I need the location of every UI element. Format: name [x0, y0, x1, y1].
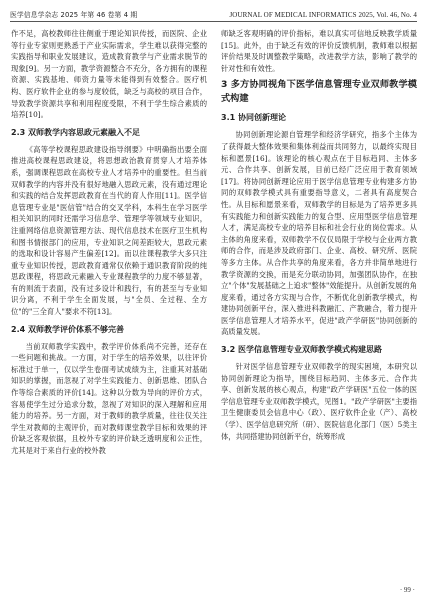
- left-column: [11, 28, 207, 581]
- journal-issue-en: JOURNAL OF MEDICAL INFORMATICS 2025, Vol. 46, No. 4: [229, 11, 417, 19]
- paragraph: 《高等学校课程思政建设指导纲要》中明确指出要全面推进高校课程思政建设，将思想政治教育贯穿人才培养体系，强调课程思政在高校专业人才培养中的重要性。但当前双师教学的内容并没有很好地融入思政元素，没有通过理论和实践的结合发挥思政教育在当代的育人作用[11]。医学信息管理专业是"医信管"结合的交叉学科，本科生在学习医学相关知识的同时还需学习信息学、管理学等领域专业知识，注重网络信息资源管理方法、现代信息技术在医疗卫生机构和图书情报部门的应用，专业知识之间差距较大，思政元素的选取和设计容易产生偏差[12]。而以往课程教学大多只注重专业知识传授，思政教育通常仅依赖于通识教育阶段的纯思政课程，将思政元素融入专业课程教学的力度不够显著，有的则流于表面，没有过多设计和践行，有的甚至与专业知识分离，不利于学生全面发展，与"全员、全过程、全方位"的"三全育人"要求不符[13]。: [11, 144, 207, 317]
- right-column: [221, 28, 417, 581]
- paragraph: 协同创新理论源自管理学和经济学研究，指多个主体为了获得最大整体效果和集体利益而共同努力，以最终实现目标和愿景[16]。该理论的核心观点在于目标趋同、主体多元、合作共享、创新发展，目前已经广泛应用于教育领域[17]。将协同创新理论应用于医学信息管理专业构建多方协同的双师教学模式具有重要指导意义，二者具有高度契合性。从目标和愿景来看，双师教学的目标是为了培养更多具有实践能力和创新实践能力的复合型、应用型医学信息管理人才，满足高校专业的培养目标和社会行业的岗位需求。从主体的角度来看，双师教学不仅仅局限于学校与企业两方教师的合作，而是涉及政府部门、企业、高校、研究所、医院等多方主体。从合作共享的角度来看，各方并非简单地进行教学资源的交换，而是充分联动协同，加强团队协作，在独立"个体"发展基础之上追求"整体"效能提升。从创新发展的角度来看，通过各方实现与合作，不断优化创新教学模式，构建协同创新平台，深入推进科教融汇、产教融合，着力提升医学信息管理人才培养水平，促进"政产学研医"协同创新的高质量发展。: [221, 130, 417, 337]
- section-heading-3: 3 多方协同视角下医学信息管理专业双师教学模式构建: [221, 79, 417, 105]
- section-heading-2-4: 2.4 双师教学评价体系不够完善: [11, 324, 124, 334]
- paragraph: 针对医学信息管理专业双师教学的现实困境，本研究以协同创新理论为指导，围绕目标趋同、主体多元、合作共享、创新发展的核心观点，构建"政产学研医"五位一体的医学信息管理专业双师教学模式，见图1。"政产学研医"主要指卫生健康委员会信息中心（政）、医疗软件企业（产）、高校（学）、医学信息研究所（研）、医院信息化部门（医）5类主体，共同搭建协同创新平台，统筹形成: [221, 362, 417, 441]
- running-header: [10, 6, 417, 22]
- journal-issue-cn: 医学信息学杂志 2025 年第 46 卷第 4 期: [10, 11, 138, 19]
- paragraph: 作不足，高校教师往往侧重于理论知识传授，而医院、企业等行业专家则更熟悉于产业实际需求，学生难以获得完整的实践指导和职业发展建议，造成教育教学与产业需求脱节的现象[9]。另一方面，教学资源整合不充分，各方拥有的课程资源、实践基地、师资力量等未能得到有效整合。医疗机构、医疗软件企业的参与度较低，缺乏与高校的项目合作，导致教学资源共享和利用程度受限，不利于学生综合素质的培养[10]。: [11, 29, 207, 120]
- paragraph: 师缺乏客观明确的评价指标，难以真实可信地反映教学质量[15]。此外，由于缺乏有效的评价反馈机制，教师难以根据评价结果及时调整教学策略，改进教学方法，影响了教学的针对性和有效性。: [221, 29, 417, 73]
- paragraph: 当前双师教学实践中，教学评价体系尚不完善，还存在一些问题和挑战。一方面，对于学生的培养效果，以往评价标准过于单一，仅以学生卷面考试成绩为主，注重其对基础知识的掌握，而忽视了对学生实践能力、创新思维、团队合作等综合素质的评价[14]。这种以分数为导向的评价方式，容易使学生过分追求分数，忽视了对知识的深入理解和应用能力的培养。另一方面，对于教师的教学质量，往往仅关注学生对教师的主观评价，而对教师课堂教学目标和效果的评价缺乏客观依据，且校外专家的评价缺乏透明度和公正性，尤其是对于来自行业的校外教: [11, 341, 207, 455]
- section-heading-3-2: 3.2 医学信息管理专业双师教学模式构建思路: [221, 345, 382, 355]
- section-heading-3-1: 3.1 协同创新理论: [221, 113, 286, 123]
- section-heading-2-3: 2.3 双师教学内容思政元素融入不足: [11, 127, 140, 137]
- page-number: · 99 ·: [399, 586, 415, 594]
